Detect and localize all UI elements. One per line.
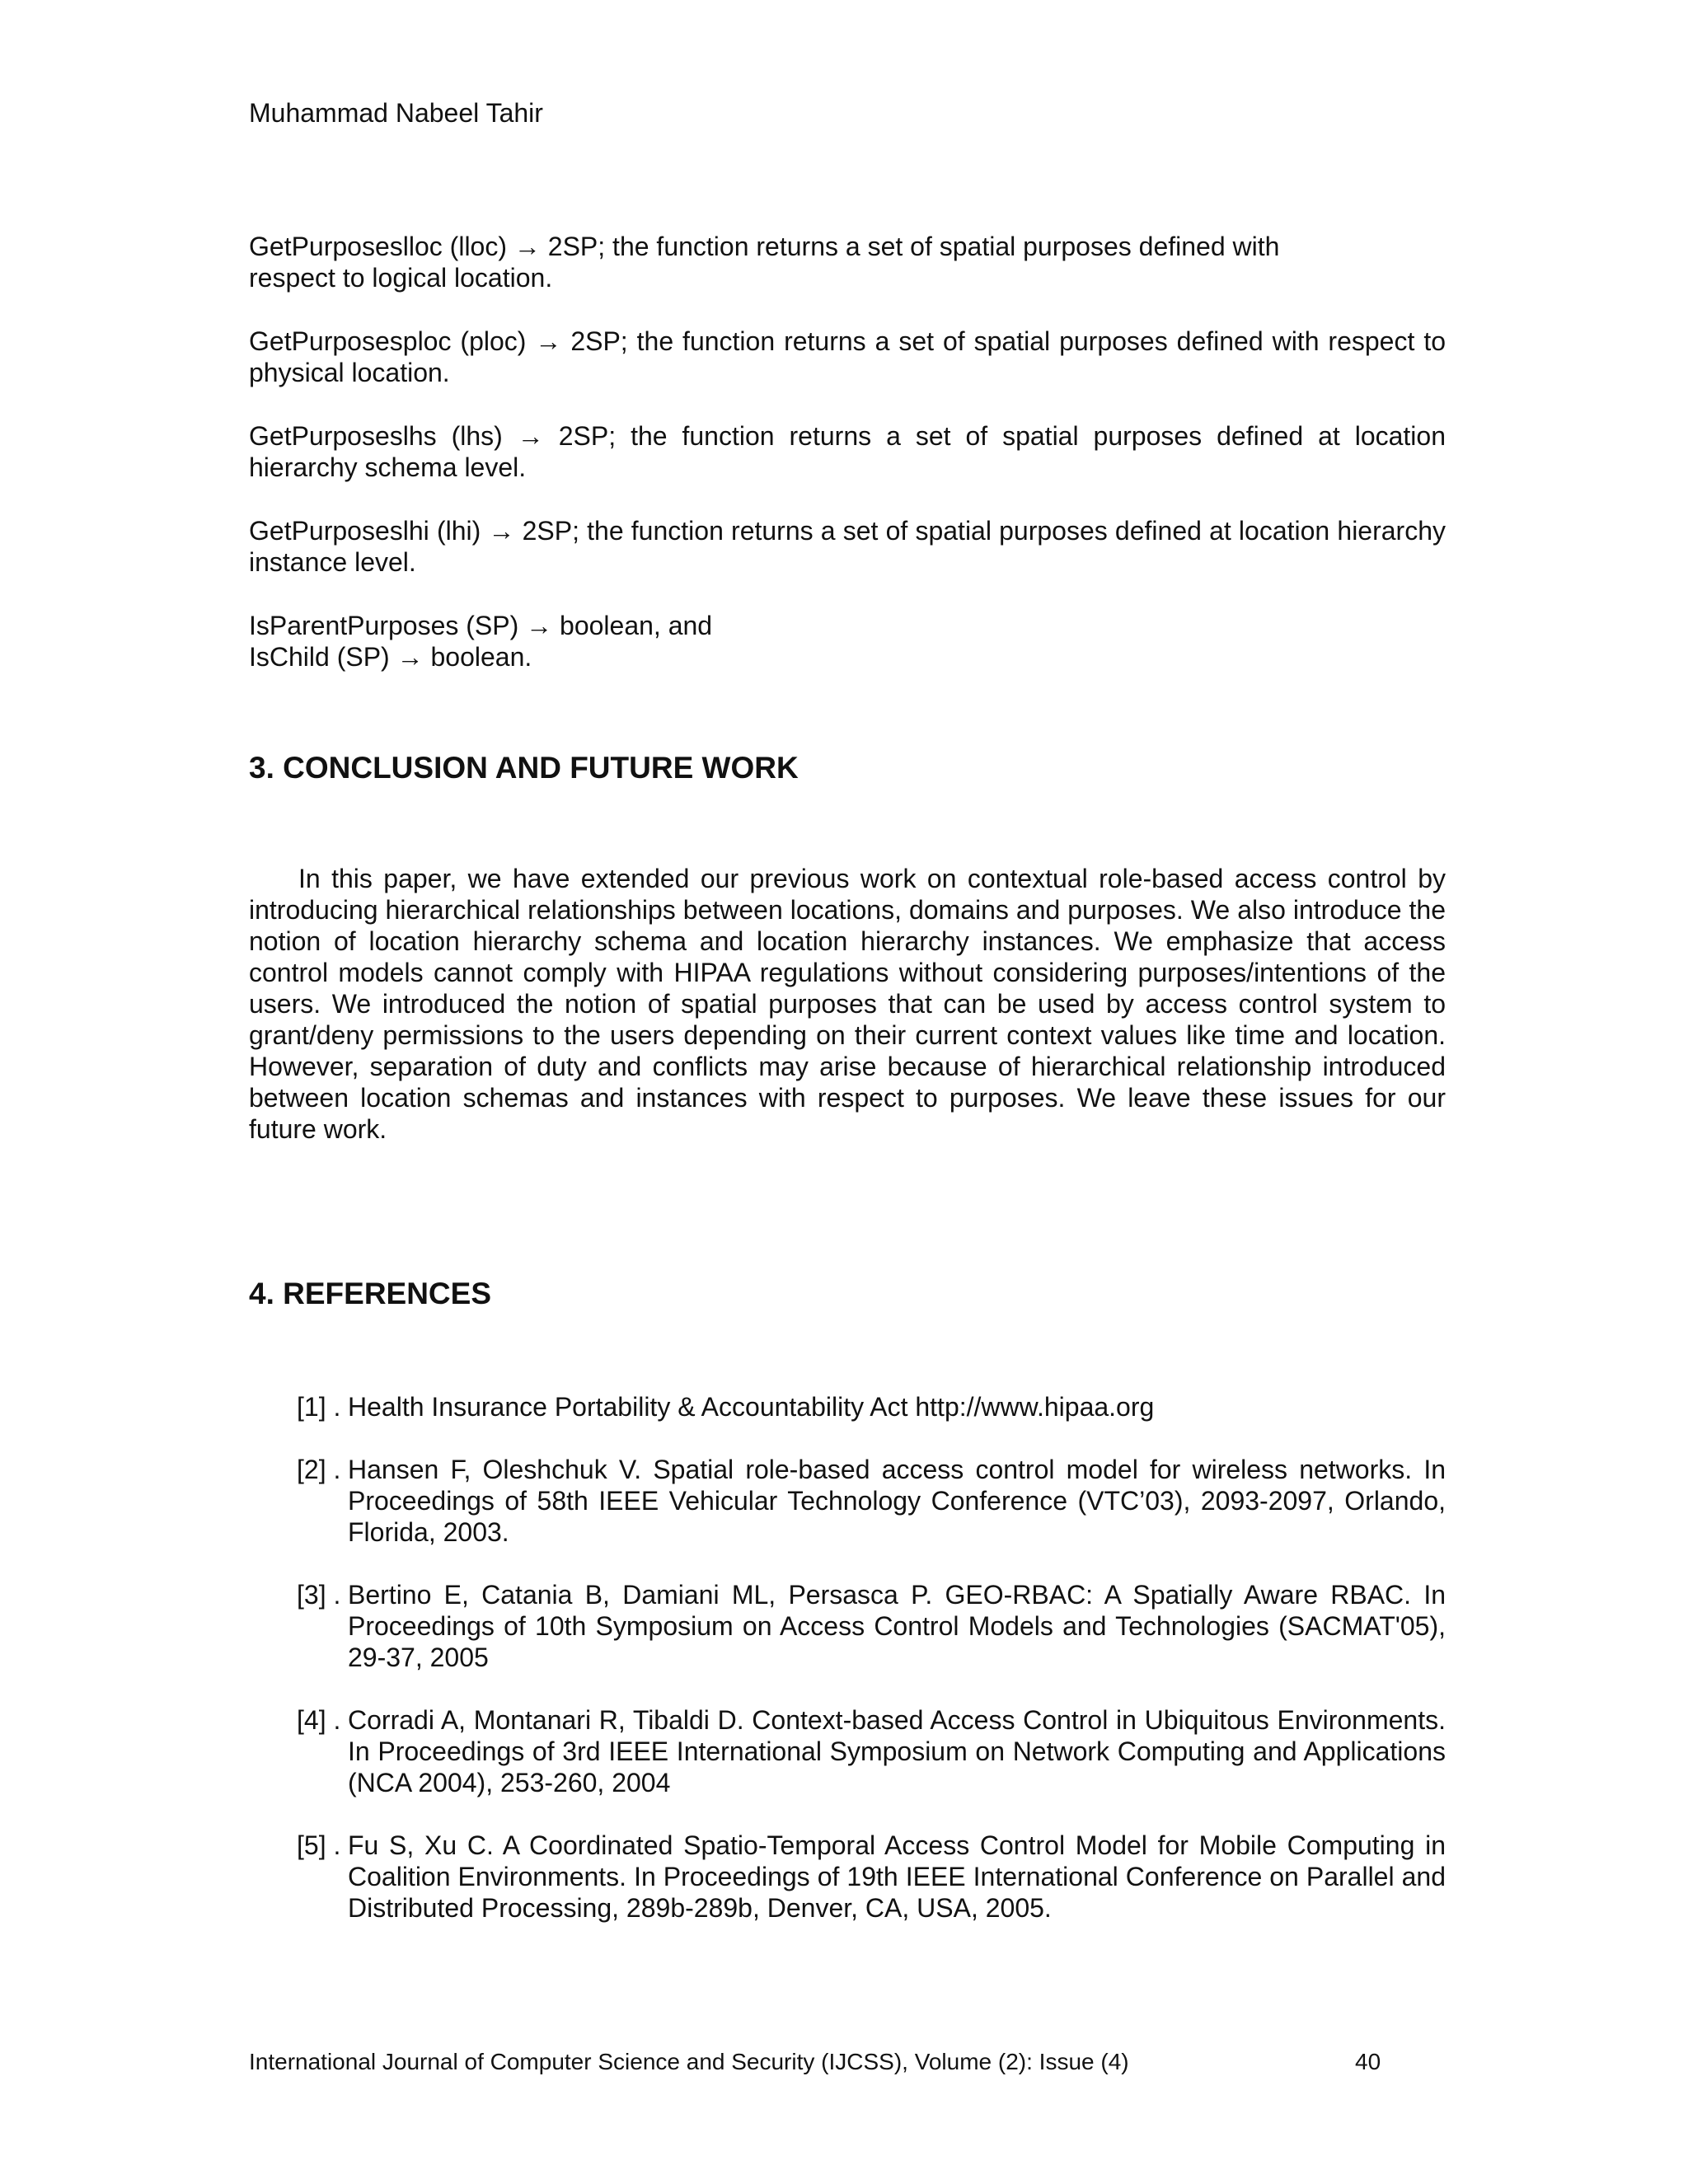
reference-number: [1] . [297,1392,341,1422]
conclusion-heading: 3. CONCLUSION AND FUTURE WORK [249,751,799,785]
function-definition-lhs: GetPurposeslhs (lhs) → 2SP; the function returns a set of spatial purposes defined at location hierarchy schema level. [249,421,1446,482]
references-heading: 4. REFERENCES [249,1277,492,1310]
reference-item [297,1579,1446,1673]
reference-text: Health Insurance Portability & Accountability Act http://www.hipaa.org [348,1392,1155,1422]
conclusion-paragraph: In this paper, we have extended our previous work on contextual role-based access control by introducing hierarchical relationships between locations, domains and purposes. We also introduce the notion of location hierarchy schema and location hierarchy instances. We emphasize that access control models cannot comply with HIPAA regulations without considering purposes/intentions of the users. We introduced the notion of spatial purposes that can be used by access control system to grant/deny permissions to the users depending on their current context values like time and location. However, separation of duty and conflicts may arise because of hierarchical relationship introduced between location schemas and instances with respect to purposes. We leave these issues for our future work. [249,864,1446,1144]
reference-item [297,1454,1446,1548]
reference-number: [2] . [297,1455,341,1484]
reference-number: [3] . [297,1580,341,1610]
reference-number: [5] . [297,1830,341,1860]
footer-page-number: 40 [1355,2049,1381,2074]
reference-text: Bertino E, Catania B, Damiani ML, Persasca P. GEO-RBAC: A Spatially Aware RBAC. In Proceedings of 10th Symposium on Access Control Models and Technologies (SACMAT'05), 29-37, 2005 [348,1580,1446,1672]
reference-item [297,1391,1446,1422]
function-definition-lloc: GetPurposeslloc (lloc) → 2SP; the function returns a set of spatial purposes defined with respect to logical location. [249,232,1280,293]
reference-list [297,1391,1446,1955]
function-definition-lhi: GetPurposeslhi (lhi) → 2SP; the function returns a set of spatial purposes defined at location hierarchy instance level. [249,516,1446,577]
reference-item [297,1830,1446,1924]
boolean-function-definitions [249,610,1446,673]
reference-number: [4] . [297,1705,341,1735]
reference-text: Corradi A, Montanari R, Tibaldi D. Context-based Access Control in Ubiquitous Environments. In Proceedings of 3rd IEEE International Symposium on Network Computing and Applications (NCA 2004), 253-260, 2004 [348,1705,1446,1797]
reference-item [297,1704,1446,1798]
function-definition-ploc: GetPurposesploc (ploc) → 2SP; the function returns a set of spatial purposes defined with respect to physical location. [249,326,1446,387]
reference-text: Fu S, Xu C. A Coordinated Spatio-Temporal Access Control Model for Mobile Computing in Coalition Environments. In Proceedings of 19th IEEE International Conference on Parallel and Distributed Processing, 289b-289b, Denver, CA, USA, 2005. [348,1830,1446,1923]
reference-text: Hansen F, Oleshchuk V. Spatial role-based access control model for wireless networks. In Proceedings of 58th IEEE Vehicular Technology Conference (VTC’03), 2093-2097, Orlando, Florida, 2003. [348,1455,1446,1547]
footer-journal-citation: International Journal of Computer Science and Security (IJCSS), Volume (2): Issue (4) [249,2049,1129,2074]
is-parent-purposes-line: IsParentPurposes (SP) → boolean, and [249,611,713,640]
running-head-author: Muhammad Nabeel Tahir [249,98,543,128]
is-child-line: IsChild (SP) → boolean. [249,642,532,672]
